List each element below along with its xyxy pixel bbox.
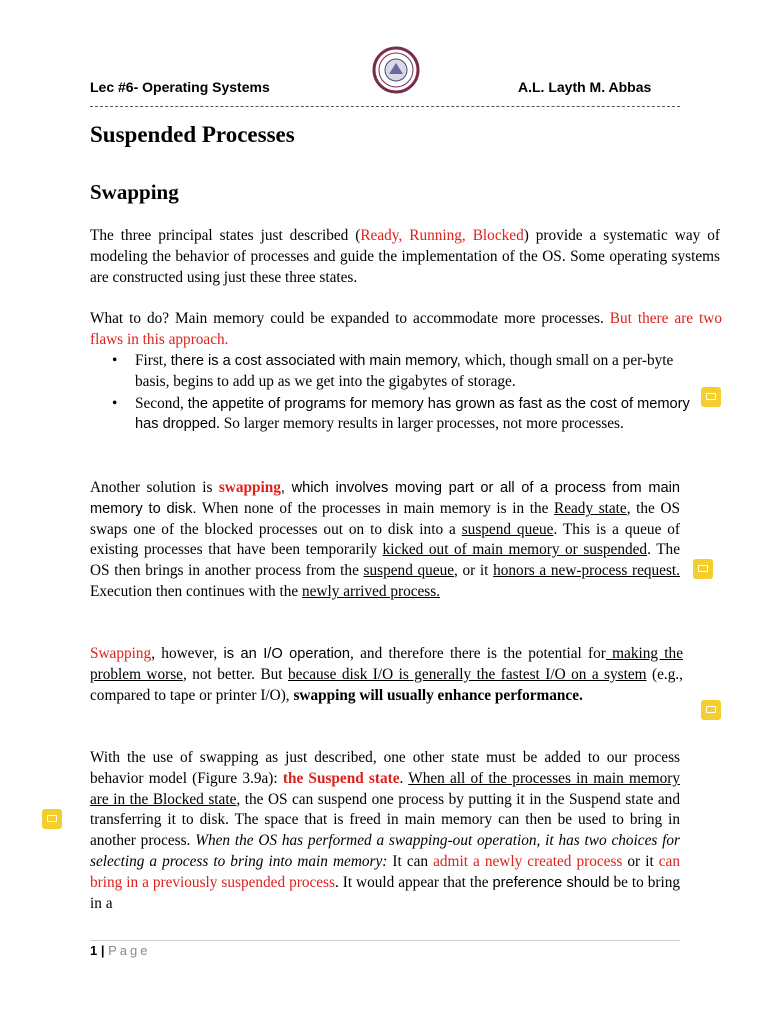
paragraph-states: The three principal states just described (Ready, Running, Blocked) provide a systematic way of modeling the behavior of processes and guide the implementation of the OS. Some operating systems are constructed using just these three states. bbox=[90, 227, 720, 286]
university-seal-logo bbox=[372, 46, 420, 94]
list-item: • Second, the appetite of programs for memory has grown as fast as the cost of memory has dropped. So larger memory results in larger processes, not more processes. bbox=[90, 394, 690, 436]
page-number: 1 bbox=[90, 943, 98, 958]
list-item: • First, there is a cost associated with main memory, which, though small on a per-byte basis, begins to add up as we get into the gigabytes of storage. bbox=[90, 351, 690, 393]
page-title: Suspended Processes bbox=[90, 122, 295, 147]
header-divider bbox=[90, 106, 680, 107]
comment-icon[interactable] bbox=[701, 700, 721, 720]
paragraph-swapping: Another solution is swapping, which involves moving part or all of a process from main memory to disk. When none of the processes in main memory is in the Ready state, the OS swaps one of the blocked processes out on to disk into a suspend queue. This is a queue of existing processes that have been temporarily kicked out of main memory or suspended. The OS then brings in another process from the suspend queue, or it honors a new-process request. Execution then continues with the newly arrived process. bbox=[90, 479, 681, 600]
section-heading: Swapping bbox=[90, 180, 179, 204]
page-footer: 1 | Page bbox=[90, 943, 151, 958]
comment-icon[interactable] bbox=[701, 387, 721, 407]
footer-divider bbox=[90, 940, 680, 941]
header-author: A.L. Layth M. Abbas bbox=[518, 79, 652, 95]
paragraph-io-operation: Swapping, however, is an I/O operation, and therefore there is the potential for making the problem worse, not better. But because disk I/O is generally the fastest I/O on a system (e.g., compared to tape or printer I/O), swapping will usually enhance performance. bbox=[90, 645, 683, 704]
paragraph-suspend-state: With the use of swapping as just described, one other state must be added to our process behavior model (Figure 3.9a): the Suspend state. When all of the processes in main memory are in the Blocked state, the OS can suspend one process by putting it in the Suspend state and transferring it to disk. The space that is freed in main memory can then be used to bring in another process. When the OS has performed a swapping-out operation, it has two choices for selecting a process to bring into main memory: It can admit a newly created process or it can bring in a previously suspended process. It would appear that the preference should be to bring in a bbox=[90, 749, 680, 912]
paragraph-what-to-do: What to do? Main memory could be expanded to accommodate more processes. But there are two flaws in this approach. bbox=[90, 310, 723, 348]
comment-icon[interactable] bbox=[42, 809, 62, 829]
header-course-title: Lec #6- Operating Systems bbox=[90, 79, 270, 95]
comment-icon[interactable] bbox=[693, 559, 713, 579]
page-label: Page bbox=[108, 943, 151, 958]
flaws-list bbox=[90, 351, 690, 436]
